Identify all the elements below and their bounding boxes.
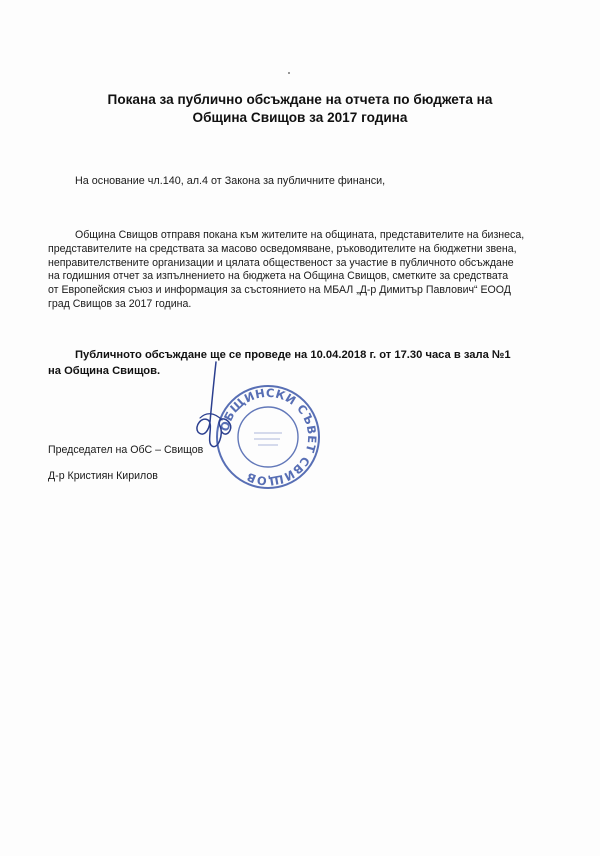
invitation-paragraph bbox=[48, 229, 547, 312]
announcement-line-1: Публичното обсъждане ще се проведе на 10.04.2018 г. от 17.30 часа в зала №1 bbox=[75, 349, 511, 361]
legal-basis: На основание чл.140, ал.4 от Закона за публичните финанси, bbox=[75, 175, 386, 187]
paragraph-line: представителите на средствата за масово осведомяване, ръководителите на бюджетни звена, bbox=[48, 242, 517, 255]
title-line-1: Покана за публично обсъждане на отчета по бюджета на bbox=[107, 92, 493, 107]
title-line-2: Община Свищов за 2017 година bbox=[192, 110, 408, 125]
chairman-name: Д-р Кристиян Кирилов bbox=[48, 470, 158, 482]
announcement-line-2: на Община Свищов. bbox=[48, 365, 161, 377]
seal-text: ОБЩИНСКИ СЪВЕТ СВИЩОВ bbox=[217, 385, 320, 489]
paragraph-line: неправителствените организации и цялата общественост за участие в публичното обсъждане bbox=[48, 256, 514, 269]
meeting-announcement bbox=[48, 347, 548, 379]
chairman-title: Председател на ОбС – Свищов bbox=[48, 444, 204, 456]
scan-dot bbox=[288, 72, 290, 74]
paragraph-line: град Свищов за 2017 година. bbox=[48, 297, 192, 310]
paragraph-line: от Европейския съюз и информация за състоянието на МБАЛ „Д-р Димитър Павлович“ ЕООД bbox=[48, 284, 511, 297]
document-title bbox=[60, 91, 540, 127]
paragraph-line: на годишния отчет за изпълнението на бюджета на Община Свищов, сметките за средствата bbox=[48, 270, 509, 283]
paragraph-line: Община Свищов отправя покана към жителите на общината, представителите на бизнеса, bbox=[75, 229, 525, 241]
